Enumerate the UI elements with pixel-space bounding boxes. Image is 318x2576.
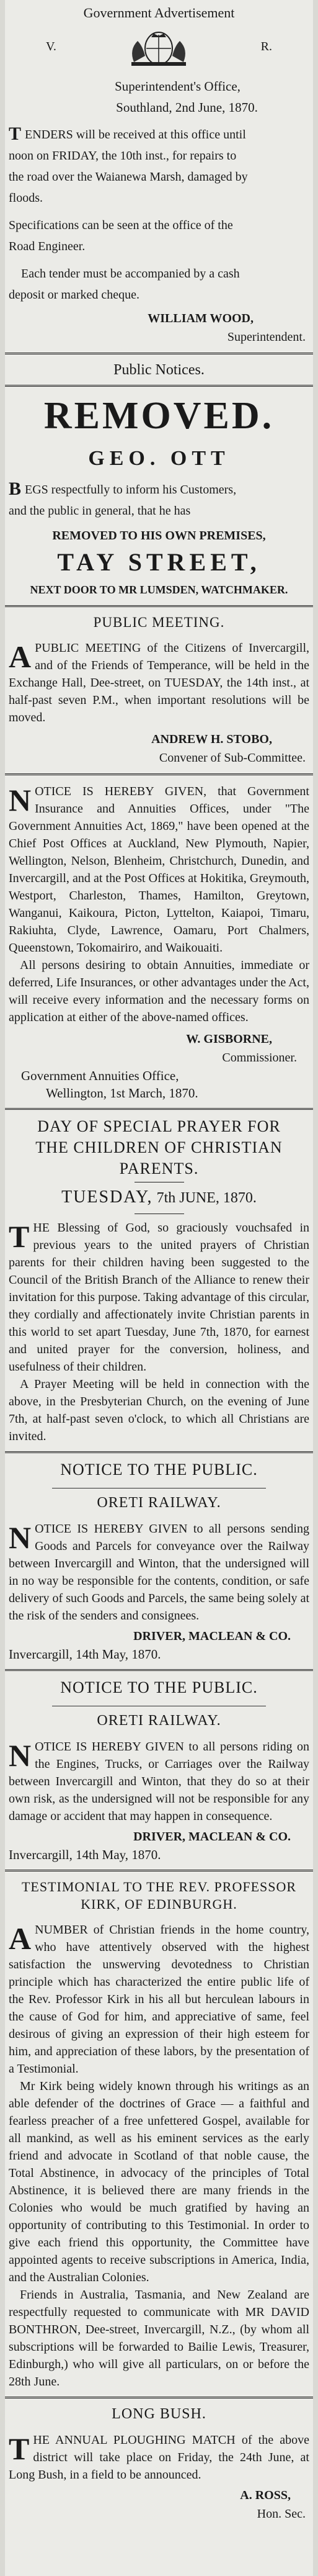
ad-para1-line4: floods. bbox=[9, 191, 43, 205]
divider bbox=[5, 385, 313, 387]
prayer-date bbox=[9, 1187, 309, 1207]
removed-title: REMOVED. bbox=[43, 395, 275, 437]
ad-para3-line2: deposit or marked cheque. bbox=[9, 288, 140, 302]
notice1-text: OTICE IS HEREBY GIVEN to all persons sending Goods and Parcels for conveyance over the Railway between Invercargill and Winton, that the undersigned will in no way be responsible for the contents, condition, or safe delivery of such Goods and Parcels, the same being solely at the risk of the senders and consignees. bbox=[9, 1522, 309, 1623]
testimonial-notice bbox=[5, 1879, 313, 2390]
meeting-title: PUBLIC MEETING. bbox=[93, 615, 225, 630]
testimonial-paragraph-2: Mr Kirk being widely known through his writings as an able defender of the doctrines of Grace — a faithful and fearless preacher of a free unfettered Gospel, available for all mankind, as well as his eminent services as the early friend and advocate in Scotland of that noble cause, the Total Abstinence, in advocacy of the principles of Total Abstinence, it is believed there are many friends in the Colonies who would be much gratified by having an opportunity of contributing to this Testimonial. In order to give each friend this opportunity, the Committee have appointed agents to receive subscriptions in America, India, and the Australian Colonies. bbox=[9, 2079, 309, 2284]
meeting-dropcap: A bbox=[9, 639, 32, 674]
crest-left-letter: V. bbox=[46, 39, 56, 53]
divider bbox=[5, 2397, 313, 2398]
ad-para1-line2: noon on FRIDAY, the 10th inst., for repairs to bbox=[9, 149, 237, 163]
long-bush-notice bbox=[5, 2406, 313, 2523]
ad-tender-paragraph bbox=[9, 124, 309, 209]
government-advertisement bbox=[5, 5, 313, 346]
ad-para3-line1: Each tender must be accompanied by a cash bbox=[21, 267, 240, 281]
prayer-title-line1: DAY OF SPECIAL PRAYER FOR bbox=[37, 1117, 281, 1135]
removed-intro-line2: and the public in general, that he has bbox=[9, 504, 191, 518]
ad-para1-line3: the road over the Waianewa Marsh, damaged by bbox=[9, 170, 248, 184]
removed-street: TAY STREET, bbox=[57, 548, 261, 576]
oreti-railway-notice-goods bbox=[5, 1461, 313, 1663]
oreti-railway-notice-riding bbox=[5, 1678, 313, 1863]
removed-name: GEO. OTT bbox=[88, 447, 230, 470]
public-notices-section bbox=[5, 362, 313, 379]
annuities-office: Government Annuities Office, bbox=[21, 1068, 179, 1083]
ad-deposit-paragraph bbox=[9, 263, 309, 305]
ad-place-date: Southland, 2nd June, 1870. bbox=[116, 100, 258, 115]
ad-para1-line1: ENDERS will be received at this office until bbox=[25, 128, 246, 142]
notice2-signature: DRIVER, MACLEAN & CO. bbox=[133, 1830, 291, 1844]
annuities-signature-title: Commissioner. bbox=[222, 1051, 297, 1065]
testimonial-title-line1: TESTIMONIAL TO THE REV. PROFESSOR bbox=[21, 1879, 297, 1894]
prayer-dropcap: T bbox=[9, 1219, 30, 1254]
annuities-notice bbox=[5, 783, 313, 1102]
crest-row bbox=[46, 25, 272, 68]
removed-intro bbox=[9, 479, 309, 521]
annuities-dropcap: N bbox=[9, 783, 32, 817]
annuities-paragraph-2: All persons desiring to obtain Annuities, immediate or deferred, Life Insurances, or other advantages under the Act, will receive every information and the necessary forms on application at either of the above-named offices. bbox=[9, 958, 309, 1024]
long-bush-signature: A. ROSS, bbox=[240, 2488, 291, 2502]
divider bbox=[5, 773, 313, 775]
divider bbox=[5, 1669, 313, 1671]
prayer-date-rest: 7th JUNE, 1870. bbox=[156, 1190, 257, 1206]
royal-coat-of-arms-icon bbox=[115, 25, 202, 68]
notice2-subtitle: ORETI RAILWAY. bbox=[97, 1713, 221, 1729]
notice1-signature: DRIVER, MACLEAN & CO. bbox=[133, 1629, 291, 1643]
notice2-title: NOTICE TO THE PUBLIC. bbox=[60, 1678, 258, 1696]
meeting-signature: ANDREW H. STOBO, bbox=[151, 732, 272, 746]
divider bbox=[5, 353, 313, 354]
notice2-place-date: Invercargill, 14th May, 1870. bbox=[9, 1847, 161, 1862]
notice2-dropcap: N bbox=[9, 1738, 32, 1773]
ad-para2-line2: Road Engineer. bbox=[9, 240, 86, 253]
testimonial-title-line2: KIRK, OF EDINBURGH. bbox=[81, 1896, 237, 1912]
divider bbox=[5, 1108, 313, 1110]
meeting-signature-title: Convener of Sub-Committee. bbox=[159, 751, 306, 765]
long-bush-title: LONG BUSH. bbox=[112, 2406, 206, 2422]
long-bush-signature-title: Hon. Sec. bbox=[257, 2507, 306, 2521]
prayer-paragraph bbox=[9, 1219, 309, 1376]
notice1-paragraph bbox=[9, 1520, 309, 1624]
long-bush-paragraph bbox=[9, 2431, 309, 2484]
long-bush-text: HE ANNUAL PLOUGHING MATCH of the above district will take place on Friday, the 24th June, at Long Bush, in a field to be announced. bbox=[9, 2433, 309, 2482]
ad-para2-line1: Specifications can be seen at the office of the bbox=[9, 218, 233, 232]
ad-office: Superintendent's Office, bbox=[115, 79, 241, 94]
annuities-signature: W. GISBORNE, bbox=[186, 1032, 272, 1046]
ad-specifications-paragraph bbox=[9, 215, 309, 257]
prayer-title-line2: THE CHILDREN OF CHRISTIAN bbox=[35, 1138, 283, 1156]
notice1-subtitle: ORETI RAILWAY. bbox=[97, 1495, 221, 1511]
removed-premises-line: REMOVED TO HIS OWN PREMISES, bbox=[52, 529, 266, 543]
annuities-text: OTICE IS HEREBY GIVEN, that Government Insurance and Annuities Offices, under "The Government Annuities Act, 1869," have been opened at the Chief Post Offices at Auckland, New Plymouth, Napier, Wellington, Nelson, Blenheim, Christchurch, Dunedin, and Invercargill, and at the Post Offices at Hokitika, Greymouth, Westport, Charleston, Thames, Hamilton, Greytown, Wanganui, Kaikoura, Picton, Lyttelton, Kaiapoi, Timaru, Rakiuhta, Clyde, Lawrence, Oamaru, Port Chalmers, Queenstown, Tokomairiro, and Waikouaiti. bbox=[9, 785, 309, 955]
divider bbox=[5, 1870, 313, 1871]
ad-signature: WILLIAM WOOD, bbox=[148, 312, 254, 325]
ad-signature-title: Superintendent. bbox=[227, 330, 306, 344]
notice1-place-date: Invercargill, 14th May, 1870. bbox=[9, 1647, 161, 1662]
notice1-title: NOTICE TO THE PUBLIC. bbox=[60, 1461, 258, 1479]
removed-advert bbox=[5, 394, 313, 599]
prayer-title-line3: PARENTS. bbox=[119, 1160, 199, 1178]
public-meeting-advert bbox=[5, 615, 313, 767]
ad-header: Government Advertisement bbox=[83, 5, 235, 20]
annuities-place-date: Wellington, 1st March, 1870. bbox=[46, 1086, 198, 1101]
public-notices-title: Public Notices. bbox=[113, 362, 205, 378]
removed-intro-line1: EGS respectfully to inform his Customers, bbox=[25, 483, 237, 497]
ad-dropcap: T bbox=[9, 124, 22, 144]
prayer-text: HE Blessing of God, so graciously vouchsafed in previous years to the united prayers of Christian parents for their children having been suggested to the Council of the British Branch of the Alliance to renew their invitation for this purpose. Taking advantage of this circular, they cordially and affectionately invite Christian parents in this world to set apart Tuesday, June 7th, 1870, for earnest and united prayer for the conversion, holiness, and usefulness of their children. bbox=[9, 1221, 309, 1374]
testimonial-paragraph bbox=[9, 1921, 309, 2078]
removed-next-door: NEXT DOOR TO MR LUMSDEN, WATCHMAKER. bbox=[30, 583, 288, 596]
meeting-paragraph bbox=[9, 639, 309, 726]
testimonial-text: NUMBER of Christian friends in the home country, who have attentively observed with the highest satisfaction the unswerving devotedness to Christian principle which has characterized the entire public life of the Rev. Professor Kirk in his all but herculean labours in the cause of God for him, and appreciative of same, feel desirous of giving an expression of their high esteem for him, and appreciation of these labors, by the presentation of a Testimonial. bbox=[9, 1923, 309, 2076]
prayer-date-day: TUESDAY, bbox=[61, 1187, 153, 1207]
long-bush-dropcap: T bbox=[9, 2431, 30, 2466]
crest-right-letter: R. bbox=[260, 39, 272, 53]
notice2-paragraph bbox=[9, 1738, 309, 1825]
testimonial-paragraph-3: Friends in Australia, Tasmania, and New Zealand are respectfully requested to communicate with MR DAVID BONTHRON, Dee-street, Invercargill, N.Z., (by whom all subscriptions will be forwarded to Bailie Lewis, Treasurer, Edinburgh,) who will give all particulars, on or before the 28th June. bbox=[9, 2288, 309, 2389]
newspaper-column bbox=[5, 0, 313, 2576]
notice1-dropcap: N bbox=[9, 1520, 32, 1555]
removed-dropcap: B bbox=[9, 479, 22, 499]
divider bbox=[5, 605, 313, 607]
special-prayer-notice bbox=[5, 1117, 313, 1445]
testimonial-dropcap: A bbox=[9, 1921, 32, 1956]
divider bbox=[5, 1451, 313, 1453]
notice2-text: OTICE IS HEREBY GIVEN to all persons riding on the Engines, Trucks, or Carriages over the Railway between Invercargill and Winton, that they do so at their own risk, as the undersigned will not be responsible for any damage or accident that may happen in consequence. bbox=[9, 1740, 309, 1823]
meeting-text: PUBLIC MEETING of the Citizens of Invercargill, and of the Friends of Temperance, will be held in the Exchange Hall, Dee-street, on TUESDAY, the 14th inst., at half-past seven P.M., when important resolutions will be moved. bbox=[9, 641, 309, 724]
prayer-paragraph-2: A Prayer Meeting will be held in connection with the above, in the Presbyterian Church, on the evening of June 7th, at half-past seven o'clock, to which all Christians are invited. bbox=[9, 1377, 309, 1443]
annuities-paragraph bbox=[9, 783, 309, 957]
